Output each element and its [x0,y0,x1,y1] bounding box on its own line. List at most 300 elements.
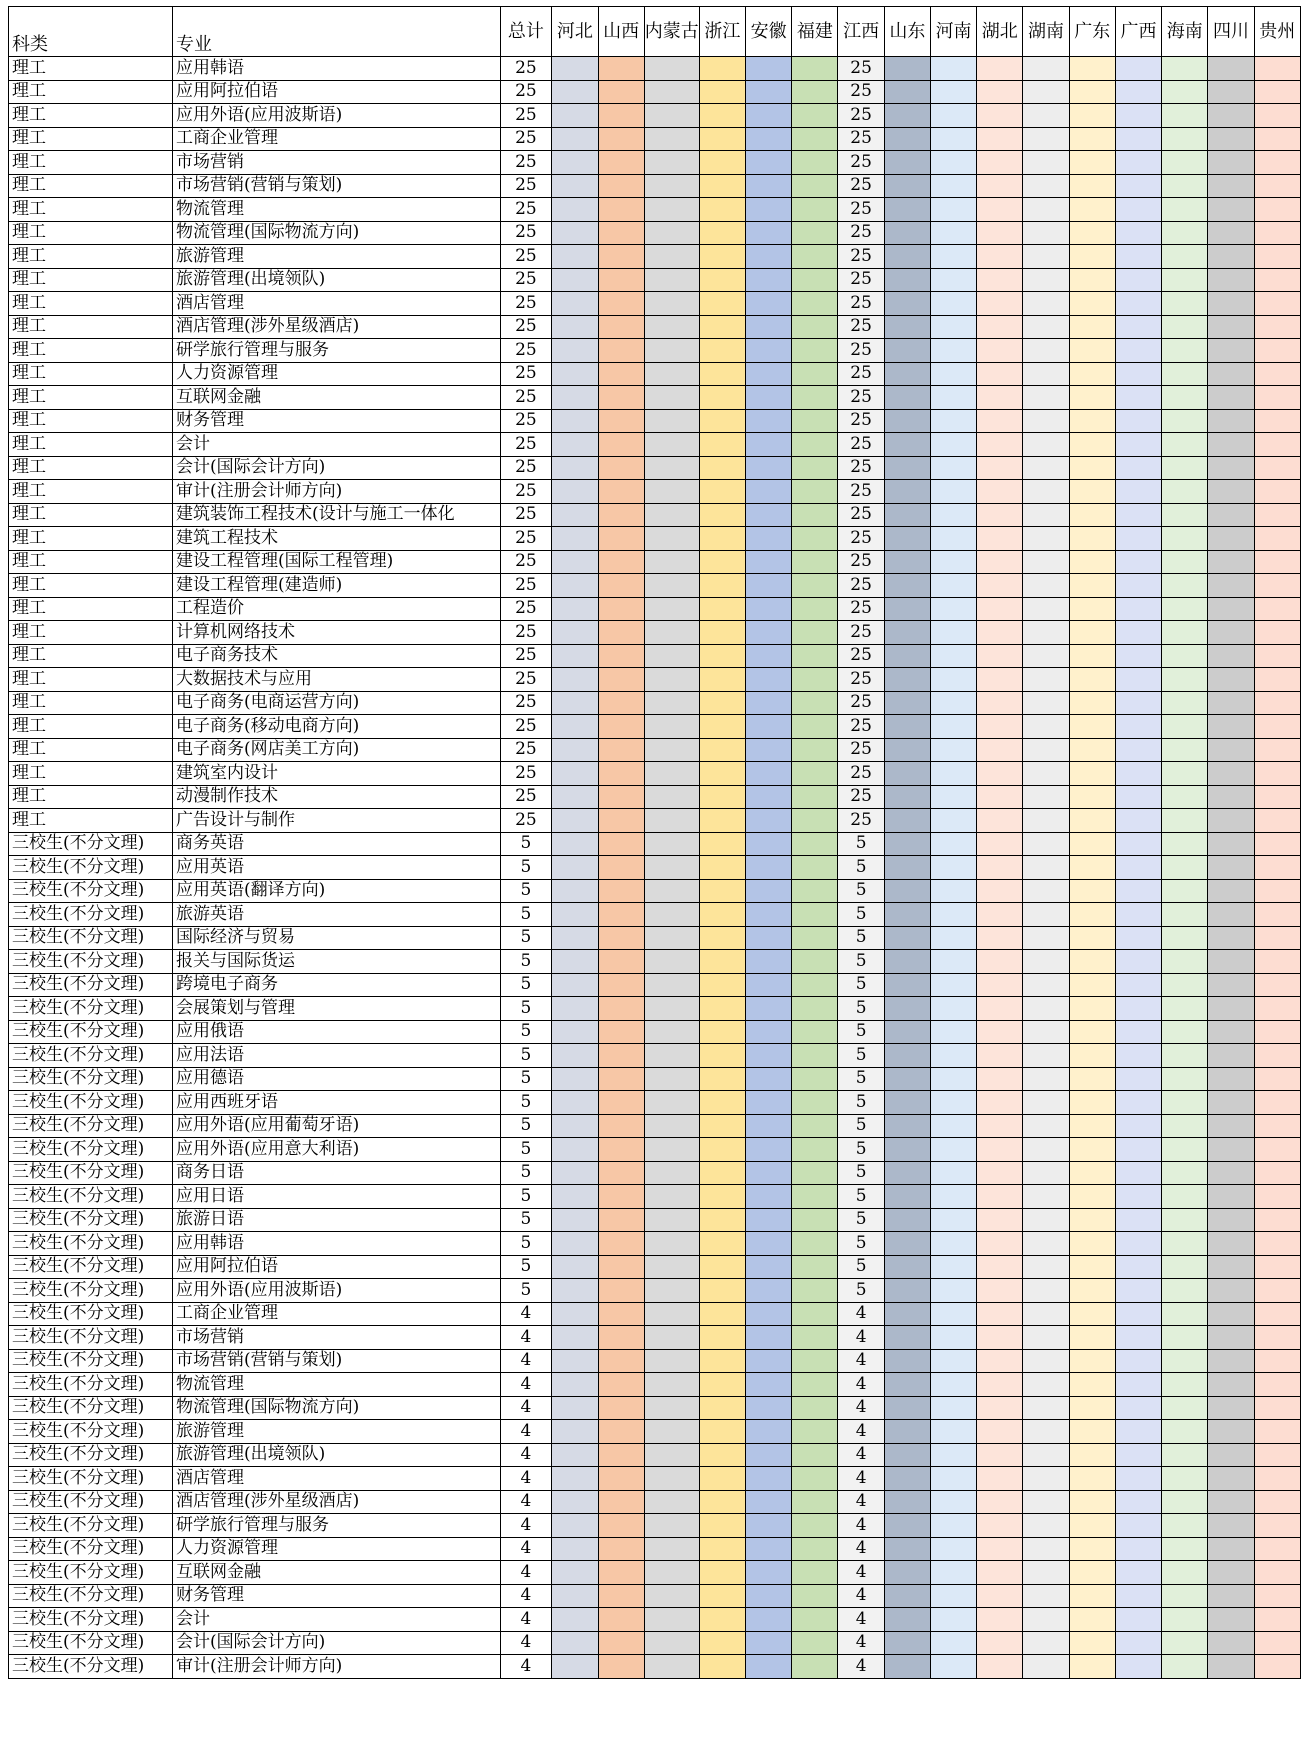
cell-province-empty [977,1302,1023,1326]
cell-province-empty [884,1020,930,1044]
cell-province-empty [1023,1161,1069,1185]
cell-jiangxi-count: 25 [838,644,884,668]
cell-province-empty [1162,1443,1208,1467]
cell-province-empty [792,950,838,974]
cell-province-empty [1069,80,1115,104]
cell-category: 三校生(不分文理) [9,950,173,974]
cell-province-empty [598,292,644,316]
cell-province-empty [746,1420,792,1444]
cell-province-empty [977,950,1023,974]
cell-major: 应用西班牙语 [172,1091,500,1115]
cell-province-empty [1254,1373,1300,1397]
cell-province-empty [1254,644,1300,668]
cell-province-empty [1069,1067,1115,1091]
cell-total: 25 [500,315,552,339]
cell-province-empty [977,785,1023,809]
cell-province-empty [746,339,792,363]
cell-province-empty [930,1044,976,1068]
cell-province-empty [1208,1091,1254,1115]
cell-province-empty [792,1161,838,1185]
cell-province-empty [746,315,792,339]
cell-category: 理工 [9,151,173,175]
cell-province-empty [1069,550,1115,574]
cell-major: 大数据技术与应用 [172,668,500,692]
cell-province-empty [1069,1537,1115,1561]
cell-province-empty [598,339,644,363]
cell-total: 25 [500,785,552,809]
cell-major: 建设工程管理(国际工程管理) [172,550,500,574]
cell-province-empty [1254,832,1300,856]
cell-province-empty [1162,1302,1208,1326]
cell-province-empty [746,1467,792,1491]
cell-province-empty [746,879,792,903]
cell-province-empty [1254,1161,1300,1185]
cell-province-empty [977,1420,1023,1444]
cell-category: 三校生(不分文理) [9,1490,173,1514]
cell-province-empty [746,433,792,457]
cell-major: 物流管理(国际物流方向) [172,221,500,245]
cell-province-empty [1023,550,1069,574]
cell-province-empty [1162,456,1208,480]
cell-province-empty [1254,315,1300,339]
cell-major: 市场营销 [172,1326,500,1350]
table-row [9,1443,1301,1467]
cell-province-empty [644,1396,699,1420]
cell-province-empty [699,903,745,927]
cell-category: 三校生(不分文理) [9,1161,173,1185]
cell-province-empty [552,1279,598,1303]
cell-province-empty [644,668,699,692]
table-row [9,1373,1301,1397]
cell-province-empty [1069,997,1115,1021]
header-province: 贵州 [1254,7,1300,57]
header-province: 海南 [1162,7,1208,57]
cell-province-empty [1115,973,1161,997]
cell-province-empty [792,1584,838,1608]
cell-province-empty [977,480,1023,504]
cell-province-empty [884,315,930,339]
cell-total: 5 [500,1208,552,1232]
cell-major: 工程造价 [172,597,500,621]
cell-province-empty [644,879,699,903]
cell-category: 三校生(不分文理) [9,1279,173,1303]
cell-province-empty [644,950,699,974]
cell-province-empty [930,127,976,151]
cell-province-empty [1162,715,1208,739]
cell-total: 4 [500,1561,552,1585]
cell-province-empty [1254,221,1300,245]
cell-province-empty [746,691,792,715]
cell-province-empty [977,198,1023,222]
cell-province-empty [1115,1396,1161,1420]
cell-province-empty [1115,1349,1161,1373]
cell-province-empty [884,221,930,245]
cell-province-empty [1069,926,1115,950]
cell-major: 应用英语 [172,856,500,880]
cell-province-empty [598,1138,644,1162]
cell-province-empty [792,1631,838,1655]
cell-major: 市场营销(营销与策划) [172,174,500,198]
cell-category: 三校生(不分文理) [9,832,173,856]
table-row [9,785,1301,809]
cell-jiangxi-count: 25 [838,597,884,621]
cell-province-empty [1023,151,1069,175]
cell-province-empty [1162,1584,1208,1608]
cell-province-empty [1162,1467,1208,1491]
cell-total: 25 [500,221,552,245]
cell-province-empty [699,785,745,809]
cell-jiangxi-count: 4 [838,1396,884,1420]
cell-total: 5 [500,950,552,974]
cell-province-empty [699,151,745,175]
cell-province-empty [884,644,930,668]
cell-province-empty [1162,762,1208,786]
table-row [9,339,1301,363]
cell-major: 会计(国际会计方向) [172,1631,500,1655]
cell-province-empty [1254,174,1300,198]
table-row [9,691,1301,715]
cell-major: 建筑室内设计 [172,762,500,786]
cell-province-empty [699,879,745,903]
cell-province-empty [1162,386,1208,410]
cell-total: 5 [500,1279,552,1303]
header-province: 河北 [552,7,598,57]
cell-jiangxi-count: 25 [838,715,884,739]
cell-province-empty [1115,1232,1161,1256]
cell-province-empty [884,1279,930,1303]
cell-province-empty [1254,409,1300,433]
cell-province-empty [1115,1467,1161,1491]
cell-province-empty [598,362,644,386]
cell-province-empty [792,997,838,1021]
table-row [9,1138,1301,1162]
cell-province-empty [1208,762,1254,786]
cell-province-empty [1023,1279,1069,1303]
cell-province-empty [1069,127,1115,151]
cell-province-empty [1254,1067,1300,1091]
cell-province-empty [699,715,745,739]
cell-jiangxi-count: 25 [838,339,884,363]
cell-province-empty [930,715,976,739]
table-row [9,809,1301,833]
cell-province-empty [930,1232,976,1256]
cell-province-empty [598,386,644,410]
cell-province-empty [644,1326,699,1350]
cell-province-empty [699,1091,745,1115]
cell-province-empty [1023,174,1069,198]
cell-province-empty [699,1537,745,1561]
cell-province-empty [1162,127,1208,151]
cell-province-empty [1162,785,1208,809]
cell-province-empty [1115,339,1161,363]
cell-province-empty [977,550,1023,574]
header-row [9,7,1301,57]
cell-province-empty [1069,1373,1115,1397]
cell-province-empty [644,1208,699,1232]
cell-province-empty [1208,480,1254,504]
cell-province-empty [1208,1208,1254,1232]
cell-province-empty [1162,550,1208,574]
cell-major: 电子商务(电商运营方向) [172,691,500,715]
cell-category: 三校生(不分文理) [9,1373,173,1397]
cell-province-empty [1115,926,1161,950]
cell-province-empty [746,198,792,222]
cell-province-empty [1208,809,1254,833]
cell-province-empty [1208,1584,1254,1608]
cell-province-empty [884,1561,930,1585]
cell-province-empty [1115,691,1161,715]
cell-province-empty [884,1326,930,1350]
cell-province-empty [792,691,838,715]
cell-province-empty [1162,198,1208,222]
cell-province-empty [1115,809,1161,833]
cell-major: 会计(国际会计方向) [172,456,500,480]
cell-category: 三校生(不分文理) [9,1537,173,1561]
cell-province-empty [884,104,930,128]
cell-major: 旅游管理(出境领队) [172,268,500,292]
cell-province-empty [1162,668,1208,692]
cell-province-empty [1162,1490,1208,1514]
cell-province-empty [746,832,792,856]
cell-jiangxi-count: 25 [838,621,884,645]
cell-province-empty [1254,785,1300,809]
cell-province-empty [1023,668,1069,692]
cell-province-empty [1162,644,1208,668]
cell-province-empty [746,1232,792,1256]
cell-province-empty [746,1114,792,1138]
cell-province-empty [552,1326,598,1350]
cell-province-empty [1254,1302,1300,1326]
cell-province-empty [977,245,1023,269]
cell-province-empty [1254,1537,1300,1561]
cell-jiangxi-count: 25 [838,292,884,316]
cell-province-empty [1208,597,1254,621]
cell-total: 5 [500,1020,552,1044]
cell-province-empty [644,997,699,1021]
cell-province-empty [792,856,838,880]
cell-province-empty [1115,1067,1161,1091]
cell-province-empty [1162,621,1208,645]
cell-major: 酒店管理(涉外星级酒店) [172,315,500,339]
cell-province-empty [792,1138,838,1162]
cell-province-empty [552,1232,598,1256]
cell-province-empty [930,1631,976,1655]
cell-province-empty [1162,1067,1208,1091]
cell-province-empty [1023,1020,1069,1044]
cell-province-empty [1023,221,1069,245]
cell-province-empty [644,809,699,833]
cell-category: 理工 [9,738,173,762]
cell-province-empty [884,903,930,927]
cell-province-empty [552,480,598,504]
cell-province-empty [644,1020,699,1044]
cell-province-empty [699,997,745,1021]
cell-province-empty [792,268,838,292]
table-row [9,1326,1301,1350]
cell-province-empty [1162,1631,1208,1655]
cell-province-empty [1254,245,1300,269]
cell-province-empty [884,997,930,1021]
cell-province-empty [792,57,838,81]
cell-province-empty [552,1255,598,1279]
cell-total: 25 [500,456,552,480]
cell-province-empty [644,268,699,292]
cell-province-empty [644,127,699,151]
cell-province-empty [884,574,930,598]
cell-province-empty [1115,503,1161,527]
cell-province-empty [1208,221,1254,245]
cell-category: 三校生(不分文理) [9,1608,173,1632]
cell-province-empty [977,1631,1023,1655]
cell-province-empty [1254,574,1300,598]
cell-province-empty [1254,480,1300,504]
cell-province-empty [1115,174,1161,198]
cell-province-empty [930,903,976,927]
table-row [9,621,1301,645]
cell-province-empty [746,409,792,433]
cell-province-empty [1023,1490,1069,1514]
cell-total: 5 [500,1255,552,1279]
cell-province-empty [699,574,745,598]
cell-province-empty [1162,292,1208,316]
cell-major: 物流管理 [172,198,500,222]
cell-jiangxi-count: 25 [838,691,884,715]
header-province: 山西 [598,7,644,57]
cell-province-empty [1115,1655,1161,1679]
cell-province-empty [1162,151,1208,175]
cell-province-empty [1208,1373,1254,1397]
cell-province-empty [644,550,699,574]
cell-province-empty [598,1631,644,1655]
cell-province-empty [1162,1208,1208,1232]
cell-category: 三校生(不分文理) [9,1420,173,1444]
cell-province-empty [598,1161,644,1185]
cell-province-empty [598,1443,644,1467]
table-row [9,268,1301,292]
cell-jiangxi-count: 5 [838,1044,884,1068]
cell-province-empty [644,1185,699,1209]
cell-province-empty [746,1490,792,1514]
header-province: 湖北 [977,7,1023,57]
cell-province-empty [1023,644,1069,668]
table-row [9,997,1301,1021]
cell-province-empty [699,362,745,386]
cell-province-empty [598,903,644,927]
cell-province-empty [977,1044,1023,1068]
cell-province-empty [552,1655,598,1679]
cell-category: 理工 [9,268,173,292]
cell-jiangxi-count: 4 [838,1561,884,1585]
cell-major: 国际经济与贸易 [172,926,500,950]
cell-jiangxi-count: 25 [838,550,884,574]
cell-province-empty [977,1373,1023,1397]
cell-category: 三校生(不分文理) [9,1349,173,1373]
cell-category: 三校生(不分文理) [9,1396,173,1420]
cell-jiangxi-count: 25 [838,268,884,292]
cell-province-empty [644,433,699,457]
cell-province-empty [1069,1114,1115,1138]
cell-jiangxi-count: 4 [838,1349,884,1373]
cell-province-empty [1254,668,1300,692]
cell-province-empty [746,292,792,316]
cell-province-empty [884,809,930,833]
cell-category: 三校生(不分文理) [9,1091,173,1115]
cell-major: 审计(注册会计师方向) [172,1655,500,1679]
cell-province-empty [746,997,792,1021]
cell-province-empty [644,1561,699,1585]
cell-province-empty [884,1467,930,1491]
cell-province-empty [884,832,930,856]
cell-province-empty [598,1232,644,1256]
cell-province-empty [792,1232,838,1256]
cell-province-empty [1023,621,1069,645]
cell-major: 广告设计与制作 [172,809,500,833]
header-province: 安徽 [746,7,792,57]
cell-province-empty [930,1208,976,1232]
cell-province-empty [1162,1232,1208,1256]
cell-major: 市场营销 [172,151,500,175]
cell-province-empty [552,221,598,245]
cell-province-empty [884,1161,930,1185]
cell-province-empty [1115,1208,1161,1232]
table-row [9,1537,1301,1561]
cell-province-empty [598,1067,644,1091]
cell-province-empty [1069,1514,1115,1538]
cell-province-empty [699,950,745,974]
cell-category: 理工 [9,409,173,433]
cell-province-empty [1069,386,1115,410]
cell-province-empty [1069,433,1115,457]
cell-province-empty [1254,456,1300,480]
cell-province-empty [1254,1138,1300,1162]
cell-jiangxi-count: 25 [838,433,884,457]
cell-province-empty [1115,668,1161,692]
table-row [9,879,1301,903]
cell-province-empty [644,245,699,269]
cell-total: 25 [500,503,552,527]
cell-category: 理工 [9,315,173,339]
cell-province-empty [1208,386,1254,410]
cell-province-empty [977,1608,1023,1632]
cell-province-empty [1254,1114,1300,1138]
cell-jiangxi-count: 25 [838,315,884,339]
cell-province-empty [699,1561,745,1585]
cell-province-empty [746,503,792,527]
cell-province-empty [884,950,930,974]
cell-province-empty [644,151,699,175]
cell-province-empty [598,1185,644,1209]
cell-category: 三校生(不分文理) [9,879,173,903]
cell-province-empty [930,574,976,598]
cell-province-empty [792,809,838,833]
cell-jiangxi-count: 5 [838,997,884,1021]
table-row [9,174,1301,198]
cell-province-empty [977,879,1023,903]
cell-province-empty [552,151,598,175]
cell-province-empty [1115,950,1161,974]
cell-province-empty [977,409,1023,433]
cell-total: 5 [500,926,552,950]
cell-province-empty [930,315,976,339]
cell-province-empty [1023,879,1069,903]
cell-province-empty [1208,1561,1254,1585]
cell-province-empty [699,57,745,81]
cell-province-empty [1023,1185,1069,1209]
cell-province-empty [1254,503,1300,527]
cell-province-empty [699,1161,745,1185]
cell-major: 应用俄语 [172,1020,500,1044]
cell-province-empty [644,480,699,504]
